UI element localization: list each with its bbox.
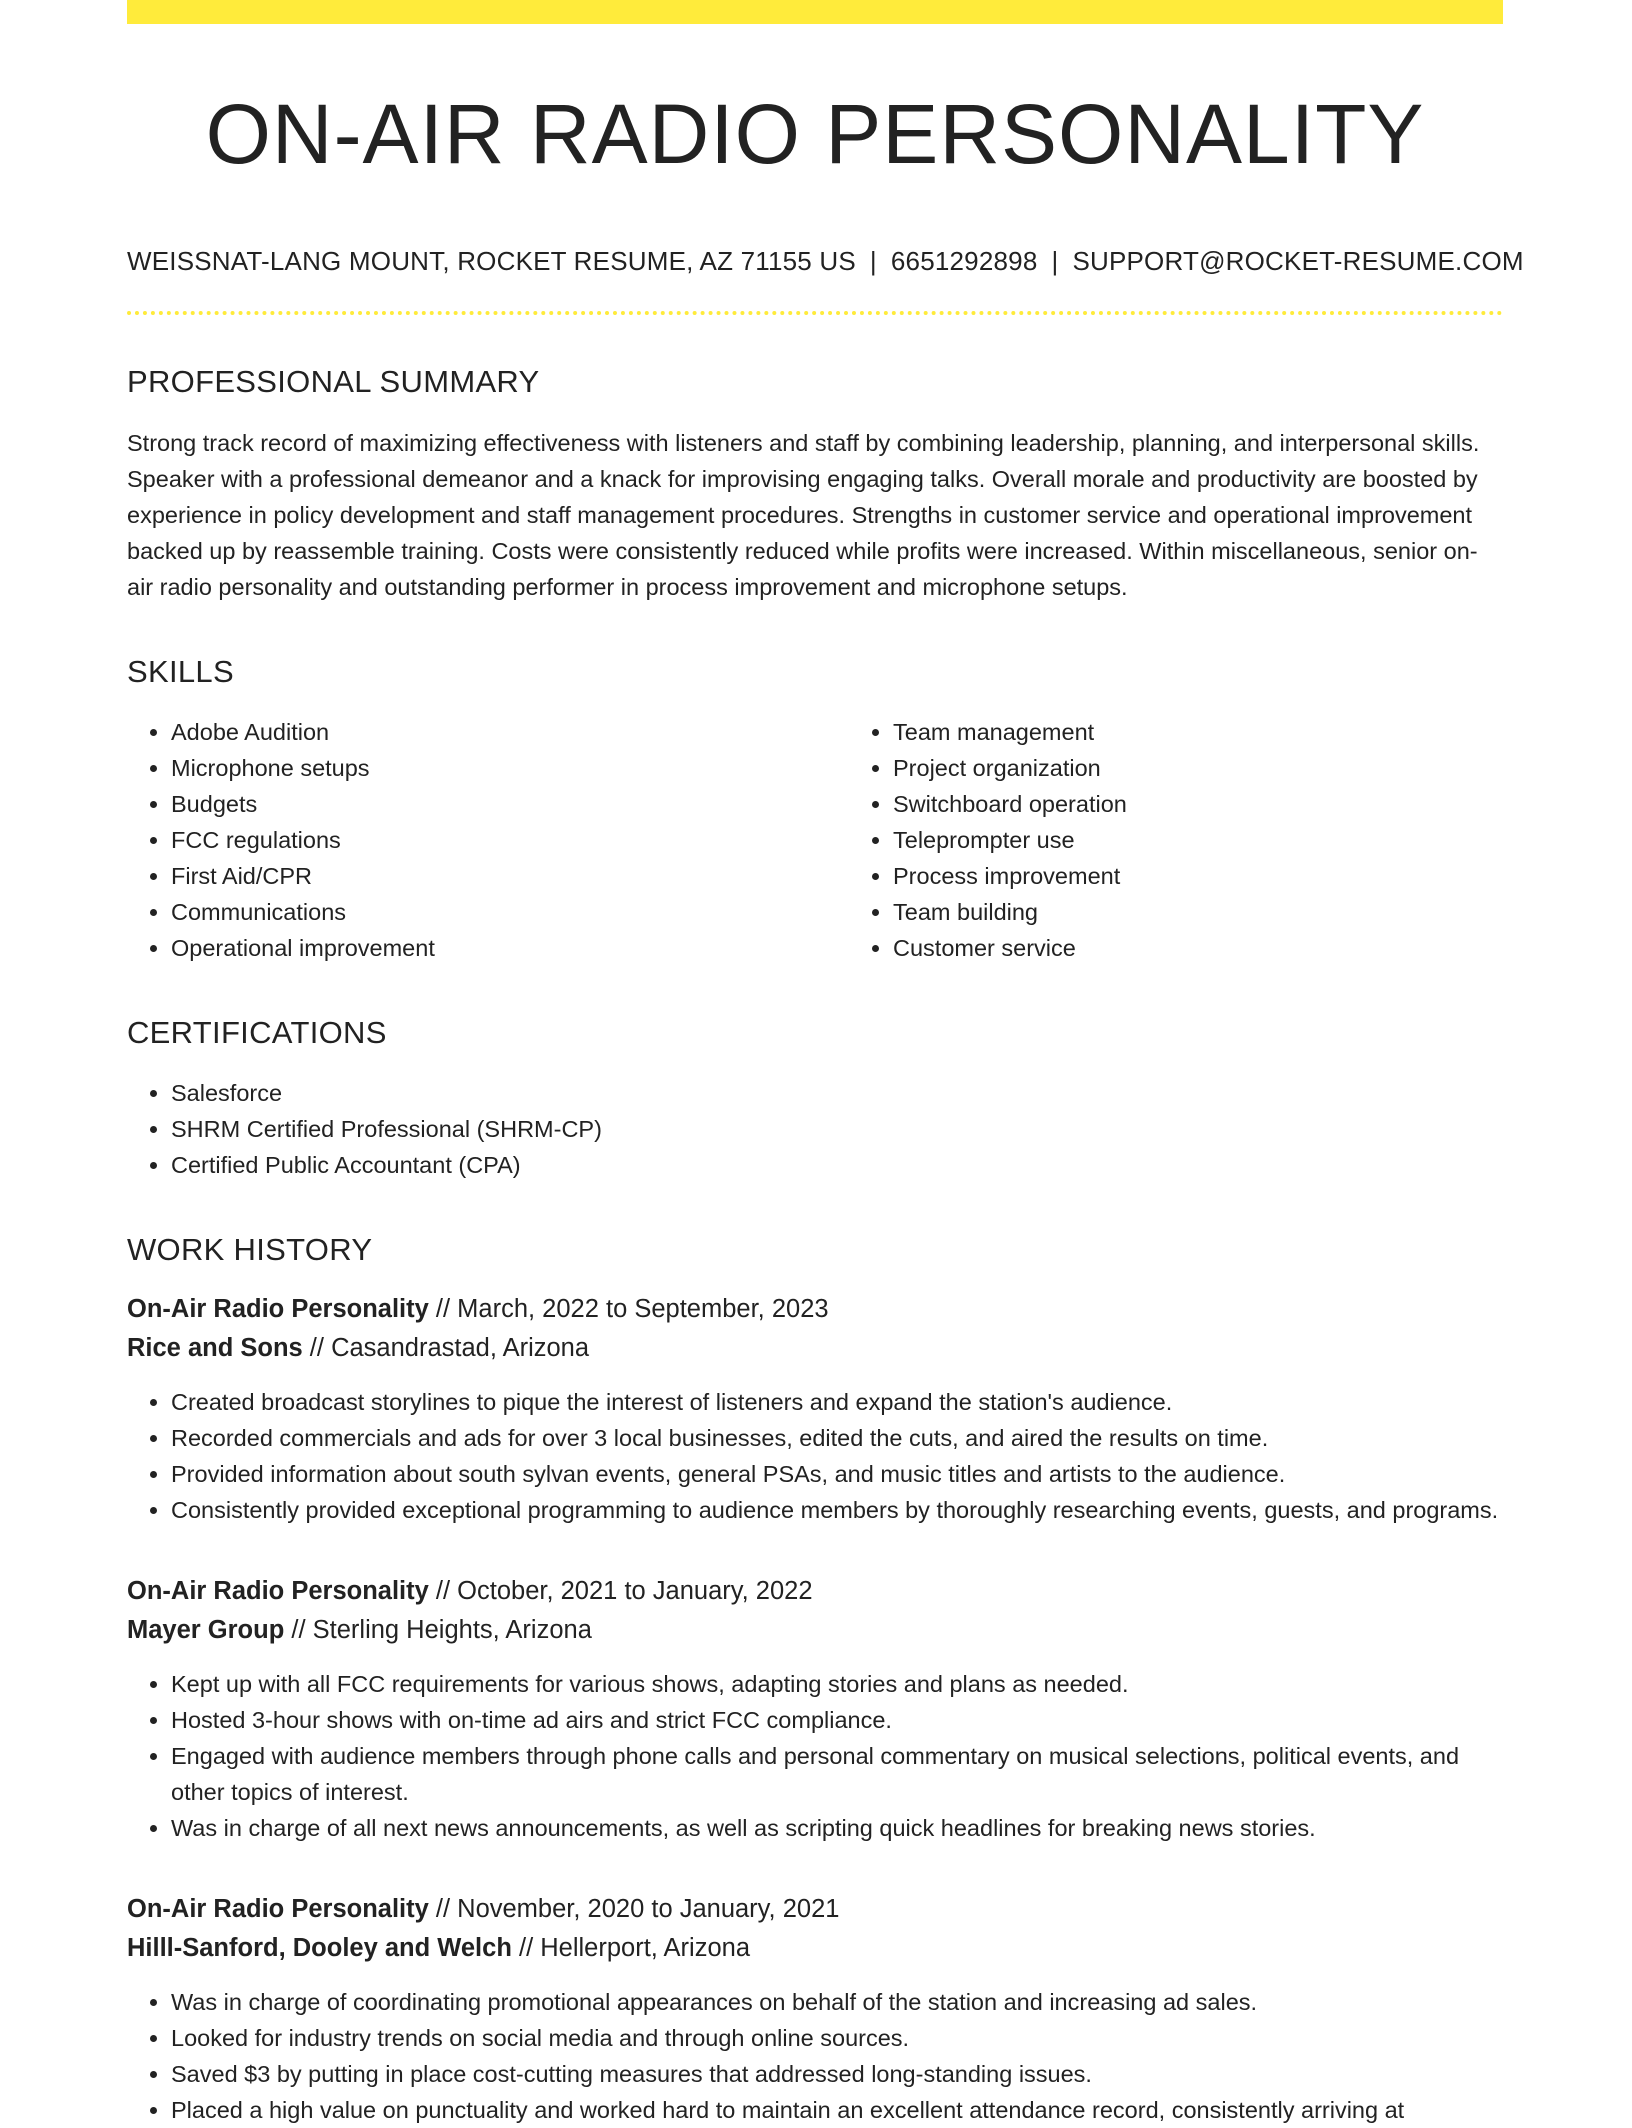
skill-item: • Microphone setups (171, 750, 849, 786)
skill-item: • Team management (893, 714, 1503, 750)
job-location: Sterling Heights, Arizona (312, 1616, 592, 1645)
job-entry (127, 1290, 1503, 1528)
job-role: On-Air Radio Personality (127, 1577, 429, 1606)
skill-item: • Adobe Audition (171, 714, 849, 750)
job-title-line (127, 1572, 1503, 1611)
job-company: Hilll-Sanford, Dooley and Welch (127, 1934, 512, 1963)
contact-email[interactable]: SUPPORT@ROCKET-RESUME.COM (1072, 246, 1524, 277)
job-bullets (127, 1984, 1503, 2128)
dotted-divider (127, 311, 1503, 315)
skill-item: • Customer service (893, 930, 1503, 966)
resume-title: ON-AIR RADIO PERSONALITY (205, 87, 1425, 181)
certification-item: • Certified Public Accountant (CPA) (171, 1147, 1503, 1183)
job-entry (127, 1890, 1503, 2128)
job-separator: // (511, 1934, 541, 1963)
skills-list-right (849, 714, 1503, 966)
summary-text: Strong track record of maximizing effectiveness with listeners and staff by combining leadership, planning, and interpersonal skills. Speaker with a professional demeanor and a knack for improvising engaging talks. Overall morale and productivity are boosted by experience in policy development and staff management procedures. Strengths in customer service and operational improvement backed up by reassemble training. Costs were consistently reduced while profits were increased. Within miscellaneous, senior on-air radio personality and outstanding performer in process improvement and microphone setups. (127, 429, 1480, 600)
skill-item: • Team building (893, 894, 1503, 930)
job-role: On-Air Radio Personality (127, 1295, 429, 1324)
contact-phone[interactable]: 6651292898 (890, 246, 1038, 277)
summary-heading: PROFESSIONAL SUMMARY (127, 364, 540, 400)
skill-item: • Operational improvement (171, 930, 849, 966)
job-bullet: • Kept up with all FCC requirements for various shows, adapting stories and plans as needed. (171, 1666, 1503, 1702)
job-bullets (127, 1384, 1503, 1528)
job-bullet: • Provided information about south sylvan events, general PSAs, and music titles and artists to the audience. (171, 1456, 1503, 1492)
job-separator: // (428, 1895, 458, 1924)
job-location: Casandrastad, Arizona (331, 1334, 590, 1363)
job-dates: November, 2020 to January, 2021 (457, 1895, 840, 1924)
job-separator: // (428, 1577, 458, 1606)
job-bullet: • Was in charge of all next news announcements, as well as scripting quick headlines for breaking news stories. (171, 1810, 1503, 1846)
job-bullet: • Looked for industry trends on social media and through online sources. (171, 2020, 1503, 2056)
certifications-heading: CERTIFICATIONS (127, 1014, 387, 1050)
contact-separator: | (869, 246, 877, 277)
job-dates: October, 2021 to January, 2022 (457, 1577, 813, 1606)
job-separator: // (284, 1616, 313, 1645)
job-title-line (127, 1290, 1503, 1329)
job-title-line (127, 1890, 1503, 1929)
job-bullet: • Saved $3 by putting in place cost-cutting measures that addressed long-standing issues. (171, 2056, 1503, 2092)
skill-item: • Process improvement (893, 858, 1503, 894)
job-dates: March, 2022 to September, 2023 (457, 1295, 829, 1324)
skill-item: • First Aid/CPR (171, 858, 849, 894)
job-company-line (127, 1329, 1503, 1368)
skill-item: • Communications (171, 894, 849, 930)
job-bullet: • Consistently provided exceptional programming to audience members by thoroughly researching events, guests, and programs. (171, 1492, 1503, 1528)
job-company-line (127, 1611, 1503, 1650)
skills-grid (127, 714, 1503, 966)
skill-item: • Switchboard operation (893, 786, 1503, 822)
job-bullet: • Placed a high value on punctuality and worked hard to maintain an excellent attendance record, consistently arriving at (171, 2092, 1503, 2128)
certifications-list (127, 1075, 1503, 1183)
certification-item: • SHRM Certified Professional (SHRM-CP) (171, 1111, 1503, 1147)
job-bullet: • Was in charge of coordinating promotional appearances on behalf of the station and increasing ad sales. (171, 1984, 1503, 2020)
contact-address: WEISSNAT-LANG MOUNT, ROCKET RESUME, AZ 71155 US (127, 246, 856, 277)
job-location: Hellerport, Arizona (540, 1934, 751, 1963)
contact-line (127, 246, 1524, 277)
job-bullet: • Created broadcast storylines to pique the interest of listeners and expand the station's audience. (171, 1384, 1503, 1420)
job-company-line (127, 1929, 1503, 1968)
job-company: Mayer Group (127, 1616, 285, 1645)
job-separator: // (302, 1334, 332, 1363)
skill-item: • Project organization (893, 750, 1503, 786)
skills-heading: SKILLS (127, 653, 234, 689)
job-entry (127, 1572, 1503, 1846)
job-bullet: • Hosted 3-hour shows with on-time ad airs and strict FCC compliance. (171, 1702, 1503, 1738)
skill-item: • Budgets (171, 786, 849, 822)
work-history-heading: WORK HISTORY (127, 1231, 373, 1267)
skills-list-left (127, 714, 849, 966)
certification-item: • Salesforce (171, 1075, 1503, 1111)
accent-bar (127, 0, 1503, 24)
skill-item: • Teleprompter use (893, 822, 1503, 858)
job-company: Rice and Sons (127, 1334, 303, 1363)
job-bullet: • Recorded commercials and ads for over 3 local businesses, edited the cuts, and aired the results on time. (171, 1420, 1503, 1456)
job-bullets (127, 1666, 1503, 1846)
resume-page (127, 0, 1524, 2128)
job-bullet: • Engaged with audience members through phone calls and personal commentary on musical selections, political events, and other topics of interest. (171, 1738, 1503, 1810)
contact-separator: | (1051, 246, 1059, 277)
job-separator: // (428, 1295, 458, 1324)
job-role: On-Air Radio Personality (127, 1895, 429, 1924)
skill-item: • FCC regulations (171, 822, 849, 858)
